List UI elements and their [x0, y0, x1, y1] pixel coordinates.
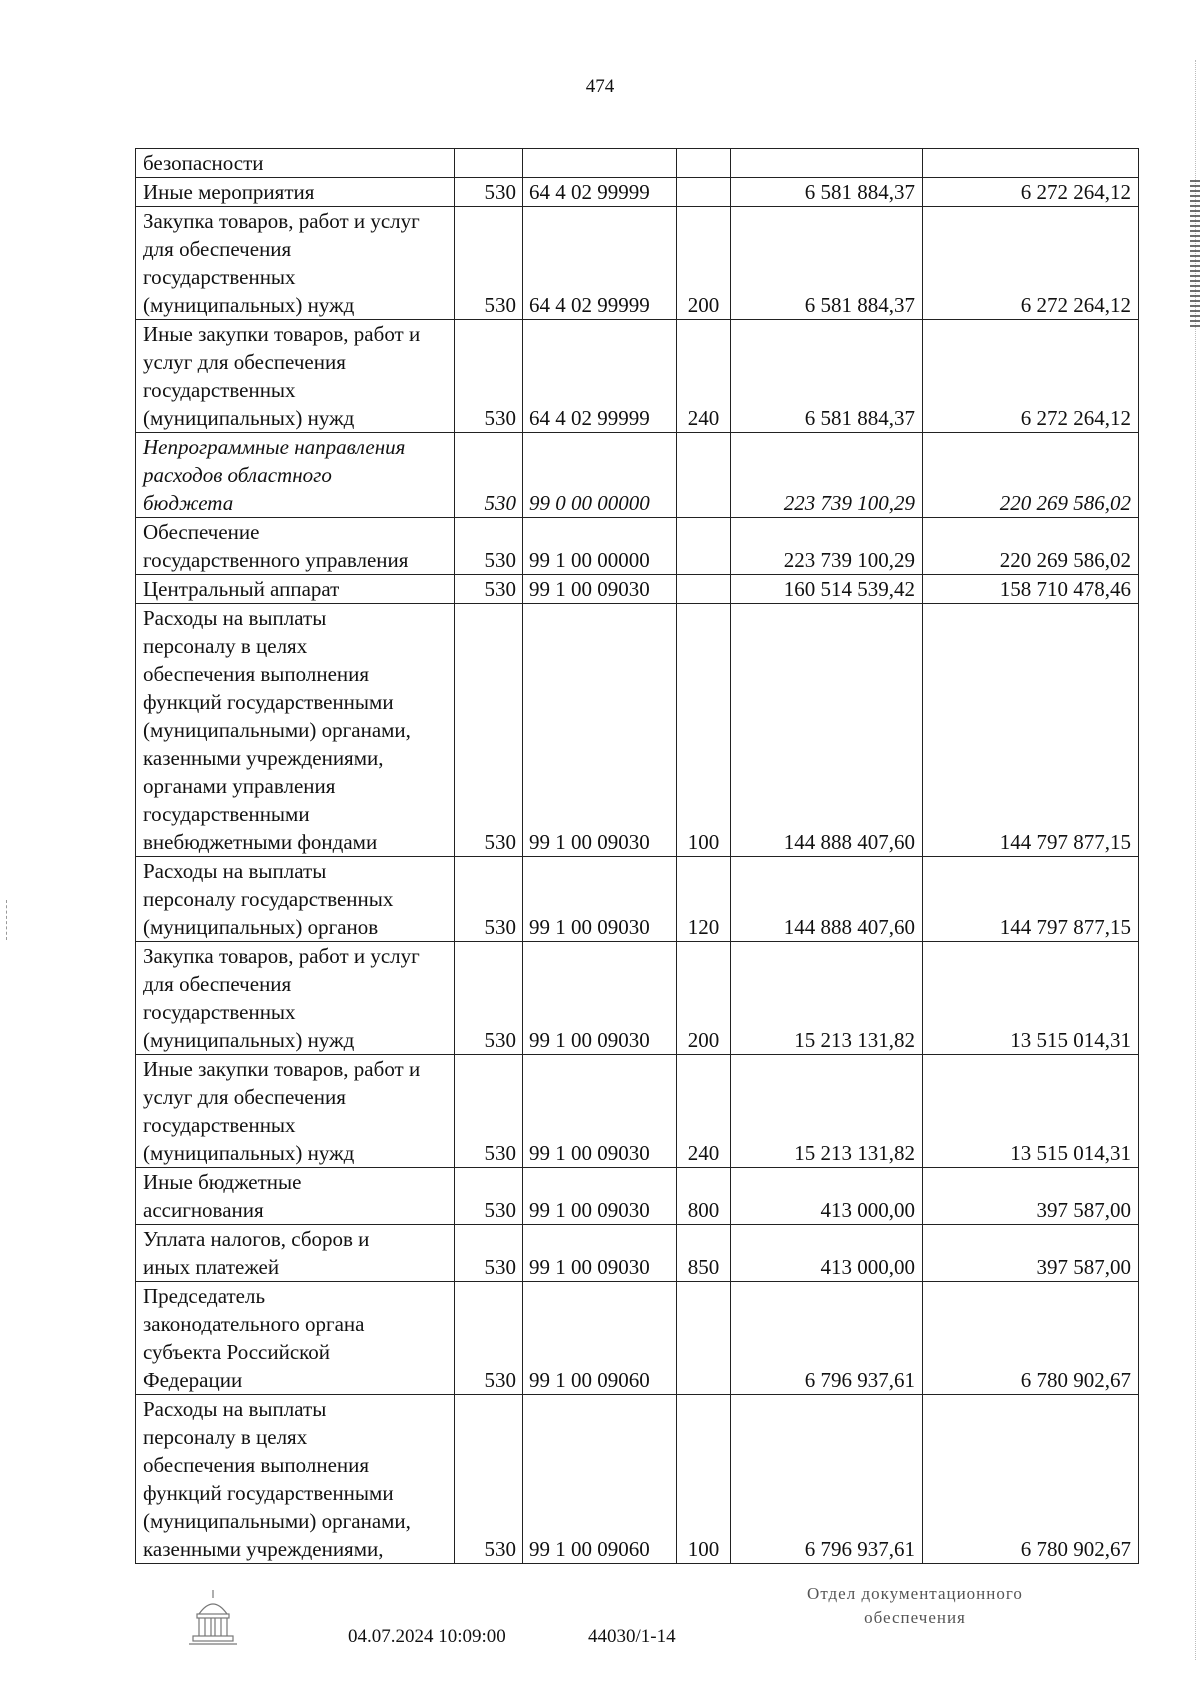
row-target-article-cell-text: 64 4 02 99999 [529, 180, 650, 204]
row-amount-planned-cell-text: 144 888 407,60 [783, 915, 915, 939]
row-name-cell [136, 1168, 455, 1225]
row-target-article-cell [523, 433, 677, 518]
row-amount-planned-cell [731, 1282, 923, 1395]
row-name-cell-text: Расходы на выплаты персоналу в целях обеспечения выполнения функций государственными (муниципальными) органами, казенными учреждениями, [143, 1397, 411, 1561]
row-amount-planned-cell [731, 178, 923, 207]
row-amount-executed-cell-text: 6 272 264,12 [1020, 293, 1131, 317]
row-amount-planned-cell [731, 1395, 923, 1564]
row-target-article-cell [523, 575, 677, 604]
row-department-code-cell [455, 149, 523, 178]
row-expense-type-cell [677, 575, 731, 604]
row-amount-executed-cell-text: 6 780 902,67 [1020, 1537, 1131, 1561]
row-amount-planned-cell [731, 1168, 923, 1225]
row-department-code-cell-text: 530 [484, 915, 516, 939]
row-amount-executed-cell [923, 207, 1139, 320]
row-name-cell [136, 433, 455, 518]
row-expense-type-cell [677, 942, 731, 1055]
row-amount-executed-cell [923, 433, 1139, 518]
row-expense-type-cell-text: 100 [687, 830, 720, 854]
row-target-article-cell-text: 99 1 00 09030 [529, 1141, 650, 1165]
row-expense-type-cell [677, 320, 731, 433]
row-amount-planned-cell [731, 320, 923, 433]
row-target-article-cell [523, 1168, 677, 1225]
row-target-article-cell-text: 64 4 02 99999 [529, 406, 650, 430]
row-target-article-cell [523, 320, 677, 433]
row-target-article-cell-text: 99 1 00 09030 [529, 1028, 650, 1052]
row-amount-executed-cell-text: 220 269 586,02 [999, 491, 1131, 515]
row-expense-type-cell-text: 850 [687, 1255, 720, 1279]
row-expense-type-cell-text: 240 [687, 1141, 720, 1165]
row-target-article-cell [523, 207, 677, 320]
row-expense-type-cell-text: 240 [687, 406, 720, 430]
table-row [136, 149, 1139, 178]
row-department-code-cell-text: 530 [484, 1368, 516, 1392]
department-stamp [760, 1582, 1070, 1630]
row-name-cell-text: Непрограммные направления расходов областного бюджета [143, 435, 406, 515]
row-amount-planned-cell-text: 413 000,00 [820, 1255, 915, 1279]
row-expense-type-cell-text: 120 [687, 915, 720, 939]
row-department-code-cell [455, 575, 523, 604]
row-department-code-cell-text: 530 [484, 293, 516, 317]
row-department-code-cell-text: 530 [484, 1198, 516, 1222]
row-name-cell-text: Иные закупки товаров, работ и услуг для обеспечения государственных (муниципальных) нужд [143, 322, 421, 430]
row-amount-executed-cell [923, 1168, 1139, 1225]
row-target-article-cell-text: 99 1 00 00000 [529, 548, 650, 572]
row-name-cell-text: Председатель законодательного органа субъекта Российской Федерации [143, 1284, 365, 1392]
row-amount-planned-cell-text: 15 213 131,82 [794, 1028, 915, 1052]
row-expense-type-cell [677, 207, 731, 320]
row-name-cell [136, 942, 455, 1055]
row-amount-planned-cell [731, 207, 923, 320]
row-name-cell-text: Иные бюджетные ассигнования [143, 1170, 302, 1222]
row-name-cell [136, 149, 455, 178]
row-name-cell-text: Закупка товаров, работ и услуг для обеспечения государственных (муниципальных) нужд [143, 944, 420, 1052]
row-amount-executed-cell [923, 1055, 1139, 1168]
row-target-article-cell [523, 942, 677, 1055]
row-target-article-cell [523, 857, 677, 942]
row-name-cell-text: Иные мероприятия [143, 180, 315, 204]
row-amount-executed-cell-text: 397 587,00 [1036, 1255, 1131, 1279]
scan-barcode-marks [1190, 180, 1200, 330]
row-expense-type-cell [677, 1225, 731, 1282]
budget-table-body [136, 149, 1139, 1564]
row-amount-planned-cell-text: 413 000,00 [820, 1198, 915, 1222]
row-expense-type-cell [677, 149, 731, 178]
row-target-article-cell-text: 99 1 00 09060 [529, 1368, 650, 1392]
row-amount-executed-cell [923, 178, 1139, 207]
row-department-code-cell [455, 604, 523, 857]
row-amount-executed-cell [923, 857, 1139, 942]
row-expense-type-cell [677, 857, 731, 942]
row-expense-type-cell-text: 100 [687, 1537, 720, 1561]
table-row [136, 1282, 1139, 1395]
row-department-code-cell [455, 1395, 523, 1564]
row-department-code-cell [455, 178, 523, 207]
row-name-cell [136, 320, 455, 433]
row-target-article-cell-text: 99 1 00 09030 [529, 1255, 650, 1279]
row-expense-type-cell [677, 178, 731, 207]
row-amount-planned-cell [731, 857, 923, 942]
row-target-article-cell-text: 99 1 00 09030 [529, 830, 650, 854]
row-target-article-cell-text: 99 1 00 09030 [529, 577, 650, 601]
row-expense-type-cell [677, 518, 731, 575]
table-row [136, 1168, 1139, 1225]
row-amount-executed-cell [923, 575, 1139, 604]
page-footer [0, 1580, 1200, 1660]
row-name-cell-text: Расходы на выплаты персоналу государственных (муниципальных) органов [143, 859, 394, 939]
scan-left-mark [6, 900, 9, 940]
row-department-code-cell [455, 207, 523, 320]
row-department-code-cell [455, 1168, 523, 1225]
row-name-cell-text: Закупка товаров, работ и услуг для обеспечения государственных (муниципальных) нужд [143, 209, 420, 317]
row-target-article-cell [523, 1282, 677, 1395]
row-target-article-cell-text: 99 1 00 09030 [529, 1198, 650, 1222]
row-name-cell-text: безопасности [143, 151, 264, 175]
table-row [136, 433, 1139, 518]
table-row [136, 857, 1139, 942]
row-department-code-cell-text: 530 [484, 180, 516, 204]
row-amount-executed-cell [923, 149, 1139, 178]
row-target-article-cell-text: 99 1 00 09060 [529, 1537, 650, 1561]
row-target-article-cell-text: 99 0 00 00000 [529, 491, 650, 515]
row-amount-executed-cell-text: 13 515 014,31 [1010, 1028, 1131, 1052]
table-row [136, 604, 1139, 857]
page-number: 474 [585, 76, 615, 97]
row-target-article-cell [523, 1225, 677, 1282]
row-expense-type-cell-text: 200 [687, 293, 720, 317]
row-department-code-cell-text: 530 [484, 1537, 516, 1561]
row-department-code-cell [455, 1225, 523, 1282]
row-amount-planned-cell-text: 223 739 100,29 [783, 548, 915, 572]
footer-document-code: 44030/1-14 [588, 1626, 676, 1647]
row-amount-executed-cell [923, 942, 1139, 1055]
row-name-cell [136, 518, 455, 575]
row-target-article-cell [523, 178, 677, 207]
row-amount-executed-cell [923, 1395, 1139, 1564]
footer-datetime: 04.07.2024 10:09:00 [348, 1626, 506, 1647]
row-expense-type-cell-text: 800 [687, 1198, 720, 1222]
row-department-code-cell [455, 433, 523, 518]
table-row [136, 575, 1139, 604]
row-target-article-cell [523, 1055, 677, 1168]
row-amount-executed-cell-text: 220 269 586,02 [999, 548, 1131, 572]
row-department-code-cell [455, 518, 523, 575]
row-target-article-cell-text: 99 1 00 09030 [529, 915, 650, 939]
row-amount-executed-cell [923, 604, 1139, 857]
row-name-cell-text: Центральный аппарат [143, 577, 340, 601]
row-amount-planned-cell-text: 6 581 884,37 [804, 180, 915, 204]
row-amount-planned-cell [731, 433, 923, 518]
row-department-code-cell-text: 530 [484, 830, 516, 854]
row-amount-executed-cell [923, 320, 1139, 433]
row-department-code-cell-text: 530 [484, 491, 516, 515]
row-amount-planned-cell-text: 6 796 937,61 [804, 1537, 915, 1561]
row-department-code-cell-text: 530 [484, 406, 516, 430]
row-name-cell-text: Расходы на выплаты персоналу в целях обеспечения выполнения функций государственными (муниципальными) органами, казенными учреждениями, органами управления государственными внебюджетными фондами [143, 606, 411, 854]
row-department-code-cell-text: 530 [484, 1141, 516, 1165]
row-expense-type-cell [677, 433, 731, 518]
row-amount-executed-cell-text: 158 710 478,46 [999, 577, 1131, 601]
row-amount-planned-cell [731, 1055, 923, 1168]
row-amount-planned-cell [731, 575, 923, 604]
row-department-code-cell-text: 530 [484, 1255, 516, 1279]
row-amount-executed-cell [923, 1225, 1139, 1282]
table-row [136, 518, 1139, 575]
row-amount-planned-cell [731, 604, 923, 857]
row-target-article-cell [523, 149, 677, 178]
table-row [136, 207, 1139, 320]
row-name-cell [136, 604, 455, 857]
row-department-code-cell-text: 530 [484, 1028, 516, 1052]
row-target-article-cell [523, 518, 677, 575]
row-amount-planned-cell-text: 6 581 884,37 [804, 293, 915, 317]
row-name-cell [136, 207, 455, 320]
row-expense-type-cell-text: 200 [687, 1028, 720, 1052]
row-department-code-cell [455, 1282, 523, 1395]
row-amount-executed-cell-text: 144 797 877,15 [999, 830, 1131, 854]
table-row [136, 320, 1139, 433]
parliament-emblem-icon [181, 1586, 245, 1650]
budget-table [135, 148, 1139, 1564]
row-name-cell [136, 1282, 455, 1395]
row-name-cell [136, 857, 455, 942]
row-expense-type-cell [677, 1168, 731, 1225]
table-row [136, 1225, 1139, 1282]
row-amount-planned-cell-text: 6 581 884,37 [804, 406, 915, 430]
row-amount-executed-cell-text: 6 780 902,67 [1020, 1368, 1131, 1392]
row-expense-type-cell [677, 1055, 731, 1168]
row-amount-executed-cell-text: 144 797 877,15 [999, 915, 1131, 939]
row-amount-planned-cell-text: 144 888 407,60 [783, 830, 915, 854]
row-amount-planned-cell-text: 160 514 539,42 [783, 577, 915, 601]
row-department-code-cell [455, 1055, 523, 1168]
row-amount-executed-cell [923, 1282, 1139, 1395]
row-department-code-cell-text: 530 [484, 548, 516, 572]
row-expense-type-cell [677, 604, 731, 857]
row-target-article-cell [523, 604, 677, 857]
stamp-line-2: обеспечения [864, 1608, 966, 1627]
row-department-code-cell-text: 530 [484, 577, 516, 601]
row-amount-planned-cell-text: 223 739 100,29 [783, 491, 915, 515]
row-name-cell [136, 1225, 455, 1282]
row-amount-planned-cell [731, 1225, 923, 1282]
row-name-cell-text: Обеспечение государственного управления [143, 520, 409, 572]
row-name-cell [136, 1395, 455, 1564]
row-department-code-cell [455, 942, 523, 1055]
row-amount-executed-cell-text: 13 515 014,31 [1010, 1141, 1131, 1165]
row-amount-planned-cell-text: 15 213 131,82 [794, 1141, 915, 1165]
row-name-cell-text: Уплата налогов, сборов и иных платежей [143, 1227, 370, 1279]
row-name-cell [136, 1055, 455, 1168]
row-name-cell-text: Иные закупки товаров, работ и услуг для обеспечения государственных (муниципальных) нужд [143, 1057, 421, 1165]
table-row [136, 1395, 1139, 1564]
row-name-cell [136, 575, 455, 604]
row-amount-executed-cell [923, 518, 1139, 575]
row-target-article-cell-text: 64 4 02 99999 [529, 293, 650, 317]
row-expense-type-cell [677, 1282, 731, 1395]
row-department-code-cell [455, 857, 523, 942]
row-amount-executed-cell-text: 397 587,00 [1036, 1198, 1131, 1222]
row-expense-type-cell [677, 1395, 731, 1564]
row-target-article-cell [523, 1395, 677, 1564]
row-amount-executed-cell-text: 6 272 264,12 [1020, 180, 1131, 204]
row-amount-planned-cell [731, 942, 923, 1055]
row-department-code-cell [455, 320, 523, 433]
row-name-cell [136, 178, 455, 207]
table-row [136, 1055, 1139, 1168]
table-row [136, 942, 1139, 1055]
table-row [136, 178, 1139, 207]
row-amount-planned-cell-text: 6 796 937,61 [804, 1368, 915, 1392]
stamp-line-1: Отдел документационного [807, 1584, 1023, 1603]
row-amount-executed-cell-text: 6 272 264,12 [1020, 406, 1131, 430]
row-amount-planned-cell [731, 518, 923, 575]
row-amount-planned-cell [731, 149, 923, 178]
